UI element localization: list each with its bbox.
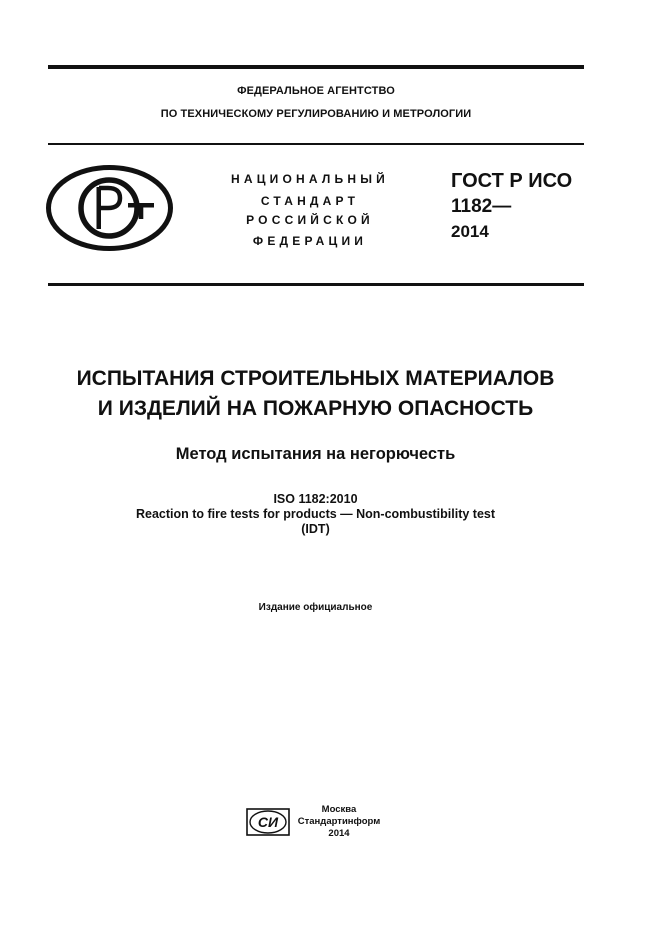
standard-type-line-3: РОССИЙСКОЙ xyxy=(246,213,374,227)
header-bottom-rule xyxy=(48,283,584,286)
iso-english-title: Reaction to fire tests for products — Non-combustibility test xyxy=(135,507,496,521)
iso-code: ISO 1182:2010 xyxy=(273,492,358,506)
standard-type-line-2: СТАНДАРТ xyxy=(260,194,360,208)
document-title-line-2: И ИЗДЕЛИЙ НА ПОЖАРНУЮ ОПАСНОСТЬ xyxy=(97,397,534,420)
standartinform-logo-icon xyxy=(246,808,290,836)
document-subtitle: Метод испытания на негорючесть xyxy=(175,445,456,463)
svg-text:СИ: СИ xyxy=(257,814,279,830)
standard-type-line-1: НАЦИОНАЛЬНЫЙ xyxy=(230,172,390,186)
agency-line-2: ПО ТЕХНИЧЕСКОМУ РЕГУЛИРОВАНИЮ И МЕТРОЛОГИИ xyxy=(160,108,472,120)
rst-certification-mark-icon xyxy=(46,165,173,251)
publisher-name: Стандартинформ xyxy=(297,816,381,827)
designation-line-2: 1182— xyxy=(451,196,512,217)
designation-line-1: ГОСТ Р ИСО xyxy=(451,170,573,192)
document-title-line-1: ИСПЫТАНИЯ СТРОИТЕЛЬНЫХ МАТЕРИАЛОВ xyxy=(76,367,555,390)
standard-type-line-4: ФЕДЕРАЦИИ xyxy=(252,234,368,248)
middle-rule xyxy=(48,143,584,145)
top-rule xyxy=(48,65,584,69)
publisher-year: 2014 xyxy=(328,828,350,839)
edition-label: Издание официальное xyxy=(258,602,373,613)
publisher-city: Москва xyxy=(321,804,357,815)
agency-line-1: ФЕДЕРАЛЬНОЕ АГЕНТСТВО xyxy=(237,85,395,97)
designation-line-3: 2014 xyxy=(451,222,489,241)
iso-equivalence: (IDT) xyxy=(301,522,330,536)
